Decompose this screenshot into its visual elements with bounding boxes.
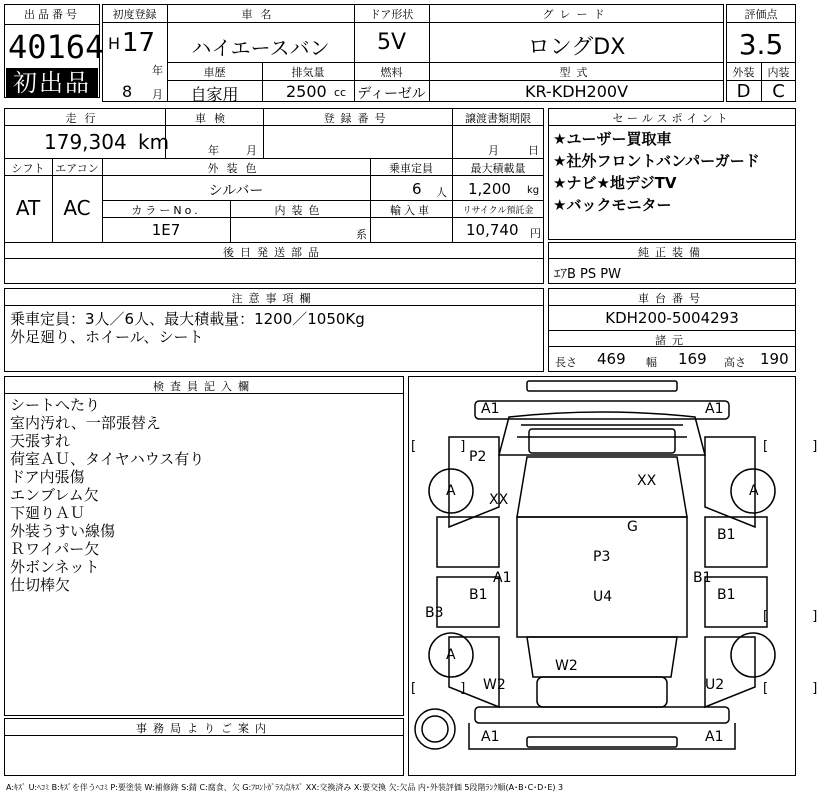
inspector-label: 検査員記入欄	[153, 380, 255, 393]
mark-a1-rear-left: A1	[481, 729, 500, 745]
exterior-color-label: 外装色	[207, 162, 265, 175]
mark-bracket-left: [ ]	[411, 439, 486, 454]
mark-bracket-rear-left: [ ]	[411, 681, 486, 696]
ext-label: 外装	[732, 66, 755, 79]
width: 169	[678, 350, 707, 368]
transfer-month-unit: 月	[488, 144, 499, 157]
grade-label: グレード	[542, 8, 611, 21]
height: 190	[760, 350, 789, 368]
capacity: 6	[412, 180, 422, 198]
year-unit: 年	[152, 64, 163, 77]
transfer-label: 譲渡書類期限	[465, 112, 531, 125]
mileage: 179,304	[44, 130, 127, 154]
inspector-line: シートへたり	[10, 396, 101, 414]
office-label: 事務局よりご案内	[136, 722, 272, 735]
kg-unit: kg	[527, 185, 540, 196]
model: KR-KDH200V	[524, 82, 629, 101]
grade: ロングDX	[527, 35, 626, 60]
mark-b1-right-lower: B1	[717, 587, 736, 603]
mark-a1-front-right: A1	[705, 401, 724, 417]
sales-point: ★社外フロントバンパーガード	[553, 152, 760, 170]
mark-a1-rear-right: A1	[705, 729, 724, 745]
ext-rating: D	[736, 81, 751, 102]
ac-label: エアコン	[55, 162, 99, 175]
recycle-fee: 10,740	[466, 221, 519, 239]
car-outline	[409, 377, 795, 775]
km-unit: km	[138, 130, 170, 154]
later-parts-label: 後日発送部品	[223, 246, 325, 259]
car-name-label: 車名	[241, 8, 280, 21]
mark-b1-left: B1	[469, 587, 488, 603]
mark-xx-left: XX	[489, 492, 509, 508]
specs-label: 諸元	[655, 334, 689, 347]
inspector-line: 外装うすい線傷	[10, 522, 116, 540]
inspector-line: 仕切棒欠	[10, 576, 71, 594]
inspector-line: Ｒワイパー欠	[10, 540, 100, 558]
import-label: 輸入車	[390, 204, 432, 217]
interior-series: 系	[356, 228, 367, 241]
chassis-number: KDH200-5004293	[605, 309, 739, 327]
inspector-line: 荷室ＡＵ、タイヤハウス有り	[10, 450, 205, 468]
shift: AT	[15, 196, 41, 220]
sales-label: セールスポイント	[612, 112, 732, 125]
mark-u2: U2	[705, 677, 725, 693]
history-label: 車歴	[203, 66, 226, 79]
door-label: ドア形状	[369, 8, 414, 21]
mark-u4: U4	[593, 589, 613, 605]
length: 469	[597, 350, 626, 368]
mark-bracket-rear-right-2: [ ]	[763, 681, 837, 696]
lot-label: 出品番号	[24, 8, 80, 21]
sales-point: ★バックモニター	[553, 196, 672, 214]
width-label: 幅	[646, 356, 657, 369]
yen-unit: 円	[530, 227, 541, 240]
mark-tire-front-right: A	[749, 483, 759, 499]
mark-p3: P3	[593, 549, 611, 565]
mark-b1-right-upper: B1	[717, 527, 736, 543]
mark-a1-front-left: A1	[481, 401, 500, 417]
displacement-label: 排気量	[291, 66, 325, 79]
first-listing-badge: 初出品	[6, 68, 98, 98]
score-label: 評価点	[744, 8, 778, 21]
mileage-label: 走行	[65, 112, 104, 125]
era: H	[108, 34, 121, 53]
sales-point: ★ユーザー買取車	[553, 130, 672, 148]
cc-unit: cc	[334, 86, 347, 99]
model-label: 型式	[559, 66, 594, 79]
ac: AC	[63, 196, 91, 220]
length-label: 長さ	[555, 356, 577, 369]
chassis-label: 車台番号	[638, 292, 706, 305]
height-label: 高さ	[724, 356, 746, 369]
header-section	[4, 4, 796, 102]
fuel: ディーゼル	[357, 86, 426, 102]
lot-number: 40164	[8, 28, 105, 66]
car-diagram	[408, 376, 837, 776]
shift-label: シフト	[11, 162, 45, 175]
fuel-label: 燃料	[380, 66, 403, 79]
inspector-line: 外ボンネット	[10, 558, 100, 576]
mark-tire-rear-left: A	[446, 647, 456, 663]
mark-b1-mid-right: B1	[693, 570, 712, 586]
inspector-line: 天張すれ	[10, 432, 71, 450]
mark-bracket-rear-right: [ ]	[763, 609, 837, 624]
displacement: 2500	[286, 82, 327, 101]
inspector-line: エンブレム欠	[10, 486, 99, 504]
inspection-year-unit: 年	[208, 144, 219, 157]
recycle-label: リサイクル預託金	[462, 206, 534, 216]
reg-no-label: 登録番号	[323, 112, 392, 125]
mark-bracket-right: [ ]	[763, 439, 837, 454]
month-unit: 月	[152, 88, 163, 101]
mark-w2-left: W2	[483, 677, 506, 693]
inspector-line: 室内汚れ、一部張替え	[10, 414, 161, 432]
reg-month: 8	[122, 82, 133, 101]
capacity-unit: 人	[436, 186, 447, 199]
mark-b3: B3	[425, 605, 444, 621]
inspector-line: ドア内張傷	[10, 468, 85, 486]
mark-a1-mid-left: A1	[493, 570, 512, 586]
transfer-day: 日	[528, 144, 539, 157]
mark-w2-center: W2	[555, 658, 578, 674]
exterior-color: シルバー	[208, 183, 264, 199]
sales-point: ★ナビ★地デジTV	[553, 174, 677, 192]
inspector-line: 下廻りＡＵ	[10, 504, 86, 522]
reg-year: 17	[122, 28, 156, 58]
car-name: ハイエースバン	[191, 36, 330, 60]
color-no-label: カラーNo.	[131, 204, 201, 217]
note-line: 外足廻り、ホイール、シート	[10, 328, 204, 346]
door-type: 5V	[376, 30, 407, 55]
max-load: 1,200	[468, 180, 511, 198]
color-no: 1E7	[151, 221, 181, 239]
inspection-month-unit: 月	[246, 144, 257, 157]
max-load-label: 最大積載量	[470, 162, 526, 175]
int-label: 内装	[767, 66, 790, 79]
mark-tire-front-left: A	[446, 483, 456, 499]
legend: A:ｷｽﾞ U:ﾍｺﾐ B:ｷｽﾞを伴うﾍｺﾐ P:要塗装 W:補修跡 S:錆 C:腐食、欠 G:ﾌﾛﾝﾄｶﾞﾗｽ点ｷｽﾞ XX:交換済み X:要交換 欠:欠品 内･外装評価 5段階ﾗﾝｸ順(A･B･C･D･E) 3	[6, 783, 564, 792]
genuine-equipment: ｴｱB PS PW	[554, 267, 621, 282]
history: 自家用	[190, 85, 239, 104]
mark-p2: P2	[469, 449, 487, 465]
inspection-label: 車検	[195, 112, 233, 125]
score: 3.5	[738, 28, 784, 61]
reg-label: 初度登録	[112, 8, 157, 21]
notes-label: 注意事項欄	[231, 292, 317, 305]
mark-xx-right: XX	[637, 473, 657, 489]
capacity-label: 乗車定員	[389, 162, 433, 175]
int-rating: C	[772, 81, 785, 102]
mark-g: G	[627, 519, 638, 535]
genuine-label: 純正装備	[638, 246, 706, 259]
note-line: 乗車定員：3人／6人、最大積載量：1200／1050Kg	[10, 310, 365, 328]
interior-color-label: 内装色	[274, 204, 326, 217]
